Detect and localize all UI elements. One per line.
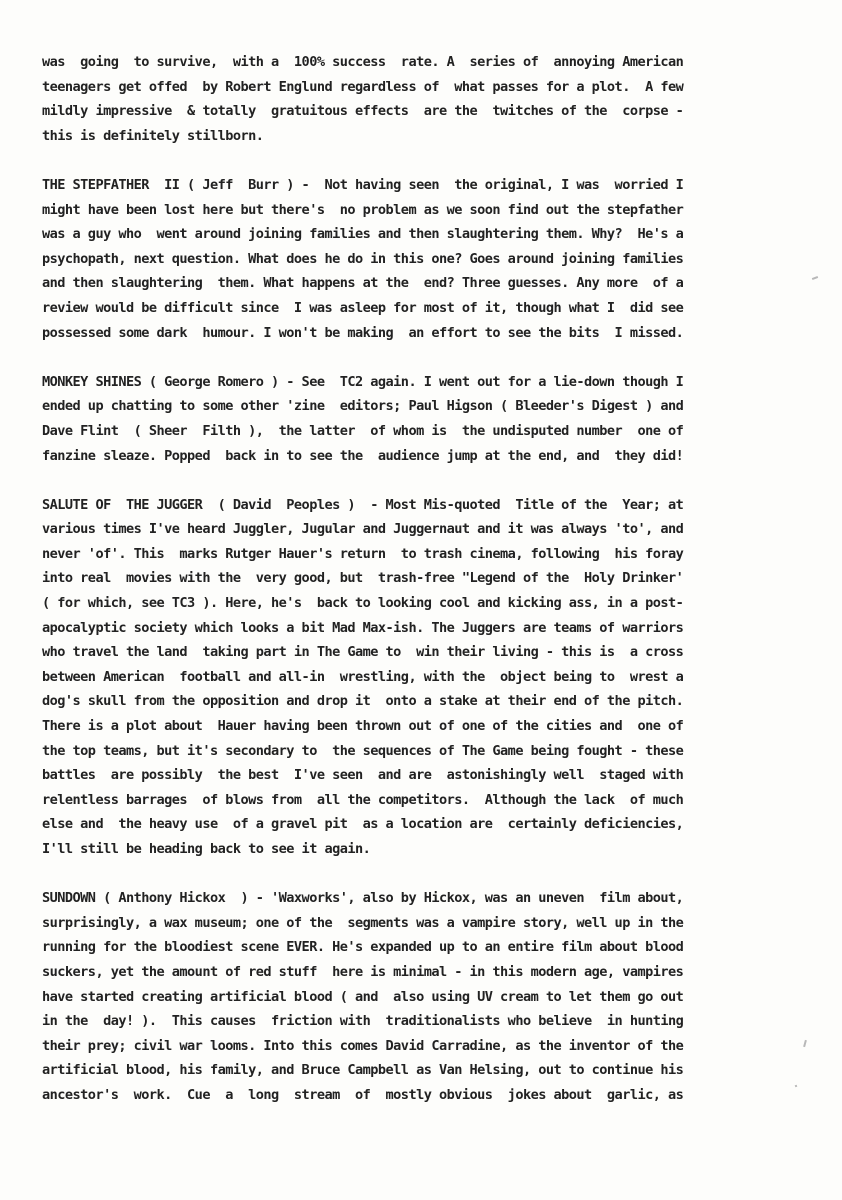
- text-line: fanzine sleaze. Popped back in to see the audience jump at the end, and they did!: [42, 447, 684, 464]
- text-line: ( for which, see TC3 ). Here, he's back to looking cool and kicking ass, in a post-: [42, 595, 684, 612]
- text-line: teenagers get offed by Robert Englund regardless of what passes for a plot. A few: [42, 78, 684, 95]
- text-line: might have been lost here but there's no problem as we soon find out the stepfather: [42, 201, 684, 218]
- text-line: this is definitely stillborn.: [42, 127, 264, 144]
- text-line: surprisingly, a wax museum; one of the segments was a vampire story, well up in the: [42, 914, 684, 931]
- text-line: was a guy who went around joining families and then slaughtering them. Why? He's a: [42, 226, 684, 243]
- text-line: review would be difficult since I was asleep for most of it, though what I did see: [42, 299, 684, 316]
- text-line: possessed some dark humour. I won't be making an effort to see the bits I missed.: [42, 324, 684, 341]
- text-line: have started creating artificial blood ( and also using UV cream to let them go out: [42, 988, 684, 1005]
- text-line: was going to survive, with a 100% success rate. A series of annoying American: [42, 54, 684, 70]
- text-line: in the day! ). This causes friction with traditionalists who believe in hunting: [42, 1013, 684, 1030]
- text-line: who travel the land taking part in The Game to win their living - this is a cross: [42, 644, 684, 661]
- text-line: I'll still be heading back to see it again.: [42, 841, 371, 857]
- text-line: into real movies with the very good, but trash-free "Legend of the Holy Drinker': [42, 570, 684, 587]
- text-line: various times I've heard Juggler, Jugular and Juggernaut and it was always 'to', and: [42, 521, 684, 538]
- text-line: SALUTE OF THE JUGGER ( David Peoples ) - Most Mis-quoted Title of the Year; at: [42, 496, 684, 513]
- text-line: THE STEPFATHER II ( Jeff Burr ) - Not having seen the original, I was worried I: [42, 176, 684, 193]
- paragraph-stepfather-ii: [42, 173, 822, 345]
- paragraph-intro-continuation: [42, 50, 822, 148]
- paragraph-monkey-shines: [42, 370, 822, 468]
- text-line: and then slaughtering them. What happens at the end? Three guesses. Any more of a: [42, 275, 684, 292]
- text-line: Dave Flint ( Sheer Filth ), the latter of whom is the undisputed number one of: [42, 422, 684, 439]
- text-line: battles are possibly the best I've seen and are astonishingly well staged with: [42, 767, 684, 784]
- text-line: else and the heavy use of a gravel pit as a location are certainly deficiencies,: [42, 816, 684, 833]
- text-line: MONKEY SHINES ( George Romero ) - See TC2 again. I went out for a lie-down though I: [42, 373, 684, 390]
- text-line: SUNDOWN ( Anthony Hickox ) - 'Waxworks', also by Hickox, was an uneven film about,: [42, 890, 684, 907]
- text-line: relentless barrages of blows from all the competitors. Although the lack of much: [42, 791, 684, 808]
- text-line: their prey; civil war looms. Into this comes David Carradine, as the inventor of the: [42, 1037, 684, 1054]
- text-line: dog's skull from the opposition and drop it onto a stake at their end of the pitch.: [42, 693, 684, 710]
- review-text: [42, 50, 822, 1132]
- text-line: running for the bloodiest scene EVER. He's expanded up to an entire film about blood: [42, 939, 684, 956]
- text-line: psychopath, next question. What does he do in this one? Goes around joining families: [42, 250, 684, 267]
- text-line: suckers, yet the amount of red stuff here is minimal - in this modern age, vampires: [42, 963, 684, 980]
- text-line: the top teams, but it's secondary to the sequences of The Game being fought - these: [42, 742, 684, 759]
- text-line: never 'of'. This marks Rutger Hauer's return to trash cinema, following his foray: [42, 545, 684, 562]
- paragraph-salute-of-the-jugger: [42, 493, 822, 862]
- paragraph-sundown: [42, 886, 822, 1107]
- text-line: ended up chatting to some other 'zine editors; Paul Higson ( Bleeder's Digest ) and: [42, 398, 684, 415]
- text-line: There is a plot about Hauer having been thrown out of one of the cities and one of: [42, 718, 684, 735]
- text-line: between American football and all-in wrestling, with the object being to wrest a: [42, 668, 684, 685]
- text-line: artificial blood, his family, and Bruce Campbell as Van Helsing, out to continue his: [42, 1062, 684, 1079]
- text-line: ancestor's work. Cue a long stream of mostly obvious jokes about garlic, as: [42, 1086, 684, 1103]
- text-line: apocalyptic society which looks a bit Mad Max-ish. The Juggers are teams of warriors: [42, 619, 684, 636]
- text-line: mildly impressive & totally gratuitous effects are the twitches of the corpse -: [42, 103, 684, 120]
